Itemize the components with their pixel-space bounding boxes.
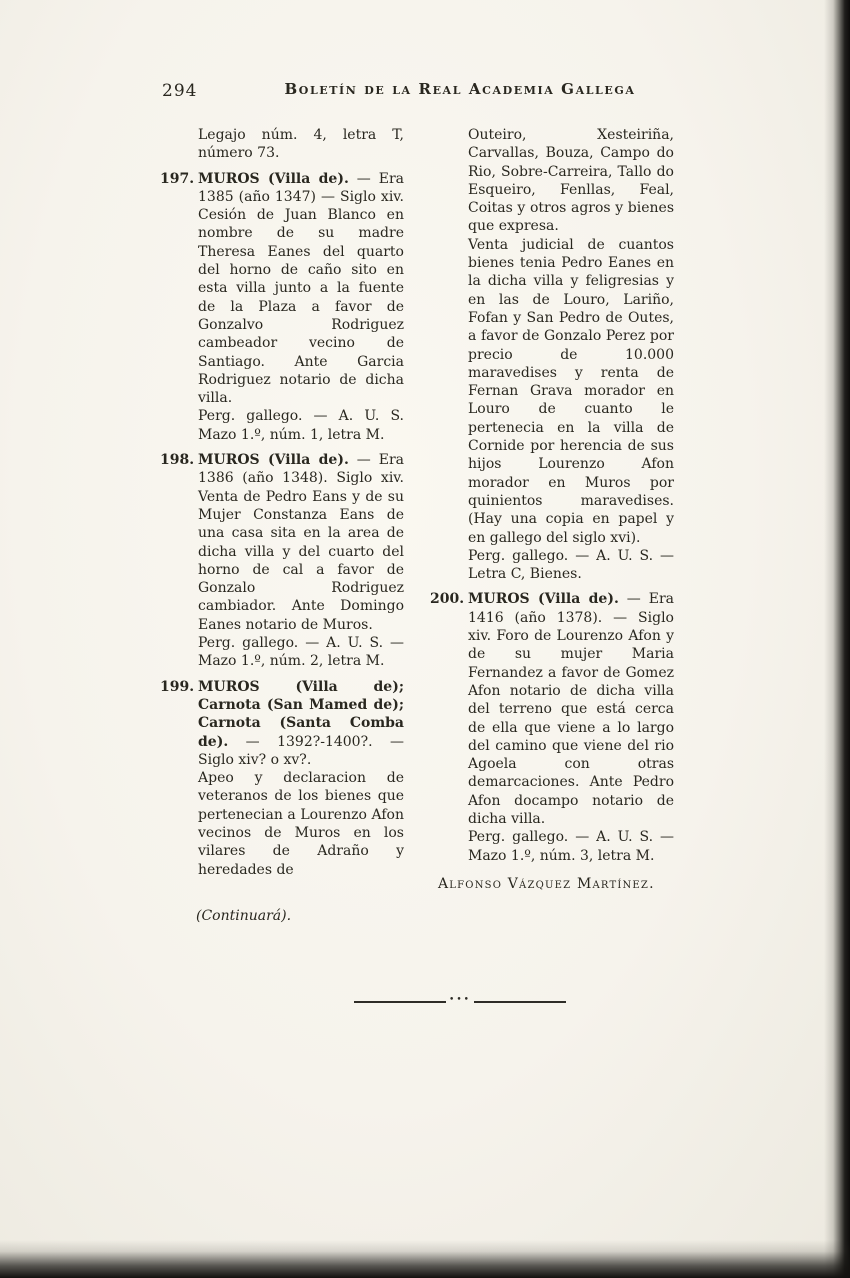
entry-title: MUROS (Villa de); Carnota (San Mamed de); Carnota (Santa Comba de).	[198, 678, 404, 750]
continuation-note: (Continuará).	[196, 908, 292, 924]
left-column	[160, 126, 404, 879]
entry-197	[160, 170, 404, 444]
running-header	[160, 80, 672, 102]
entry-title: MUROS (Villa de).	[198, 452, 349, 469]
entry-body-paragraph: Apeo y declaracion de veteranos de los bienes que pertenecian a Lourenzo Afon vecinos de Muros en los vilares de Adraño y heredades de	[198, 770, 404, 878]
entry-reference: Perg. gallego. — A. U. S. Mazo 1.º, núm. 1, letra M.	[198, 408, 404, 443]
page-number: 294	[162, 81, 198, 101]
carryover-paragraph: Legajo núm. 4, letra T, número 73.	[198, 127, 404, 162]
entry-number: 200.	[430, 591, 465, 608]
entry-reference: Perg. gallego. — A. U. S. — Mazo 1.º, núm. 3, letra M.	[468, 829, 674, 864]
scan-shadow-right	[824, 0, 850, 1278]
entry-number: 199.	[160, 678, 195, 695]
entry-199	[160, 678, 404, 879]
scan-shadow-bottom	[0, 1240, 850, 1278]
entry-heading-paragraph	[198, 170, 404, 408]
entry-number: 198.	[160, 452, 195, 469]
end-divider	[354, 997, 566, 1006]
entry-reference: Perg. gallego. — A. U. S. — Letra C, Bienes.	[468, 547, 674, 583]
divider-rule-right	[474, 1001, 566, 1003]
entry-text: — Era 1416 (año 1378). — Siglo xiv. Foro de Lourenzo Afon y de su mujer Maria Fernandez a favor de Gomez Afon notario de dicha villa del terreno que está cerca de ella que viene a lo largo del camino que viene del rio Agoela con otras demarcaciones. Ante Pedro Afon docampo notario de dicha villa.	[468, 591, 674, 827]
body-paragraph: Venta judicial de cuantos bienes tenia Pedro Eanes en la dicha villa y feligresias y en las de Louro, Lariño, Fofan y San Pedro de Outes, a favor de Gonzalo Perez por precio de 10.000 maravedises y renta de Fernan Grava morador en Louro de cuanto le pertenecia en la villa de Cornide por herencia de sus hijos Lourenzo Afon morador en Muros por quinientos maravedises. (Hay una copia en papel y en gallego del siglo xvi).	[468, 236, 674, 546]
divider-rule-left	[354, 1001, 446, 1003]
entry-title: MUROS (Villa de).	[198, 170, 349, 187]
right-column	[430, 126, 674, 879]
continued-paragraph: Outeiro, Xesteiriña, Carvallas, Bouza, Campo do Rio, Sobre-Carreira, Tallo do Esqueiro, Fenllas, Feal, Coitas y otros agros y bienes que expresa.	[468, 127, 674, 235]
author-signature: Alfonso Vázquez Martínez.	[438, 876, 655, 892]
divider-ornament: •••	[449, 995, 471, 1005]
journal-title: Boletín de la Real Academia Gallega	[284, 80, 636, 98]
entry-heading-paragraph	[198, 451, 404, 634]
entry-text: — Era 1386 (año 1348). Siglo xiv. Venta de Pedro Eans y de su Mujer Constanza Eans de una casa sita en la area de dicha villa y del cuarto del horno de cal a favor de Gonzalo Rodriguez cambiador. Ante Domingo Eanes notario de Muros.	[198, 452, 404, 633]
entry-198	[160, 451, 404, 671]
entry-reference: Perg. gallego. — A. U. S. — Mazo 1.º, núm. 2, letra M.	[198, 635, 404, 670]
text-columns	[160, 126, 674, 879]
entry-number: 197.	[160, 170, 195, 187]
entry-title: MUROS (Villa de).	[468, 591, 619, 608]
entry-200	[430, 590, 674, 864]
entry-heading-paragraph	[198, 678, 404, 769]
entry-text: — Era 1385 (año 1347) — Siglo xiv. Cesión de Juan Blanco en nombre de su madre Theresa Eanes del quarto del horno de caño sito en esta villa junto a la fuente de la Plaza a favor de Gonzalvo Rodriguez cambeador vecino de Santiago. Ante Garcia Rodriguez notario de dicha villa.	[198, 170, 404, 407]
entry-text: — 1392?-1400?. — Siglo xiv? o xv?.	[198, 733, 404, 768]
entry-heading-paragraph	[468, 590, 674, 828]
